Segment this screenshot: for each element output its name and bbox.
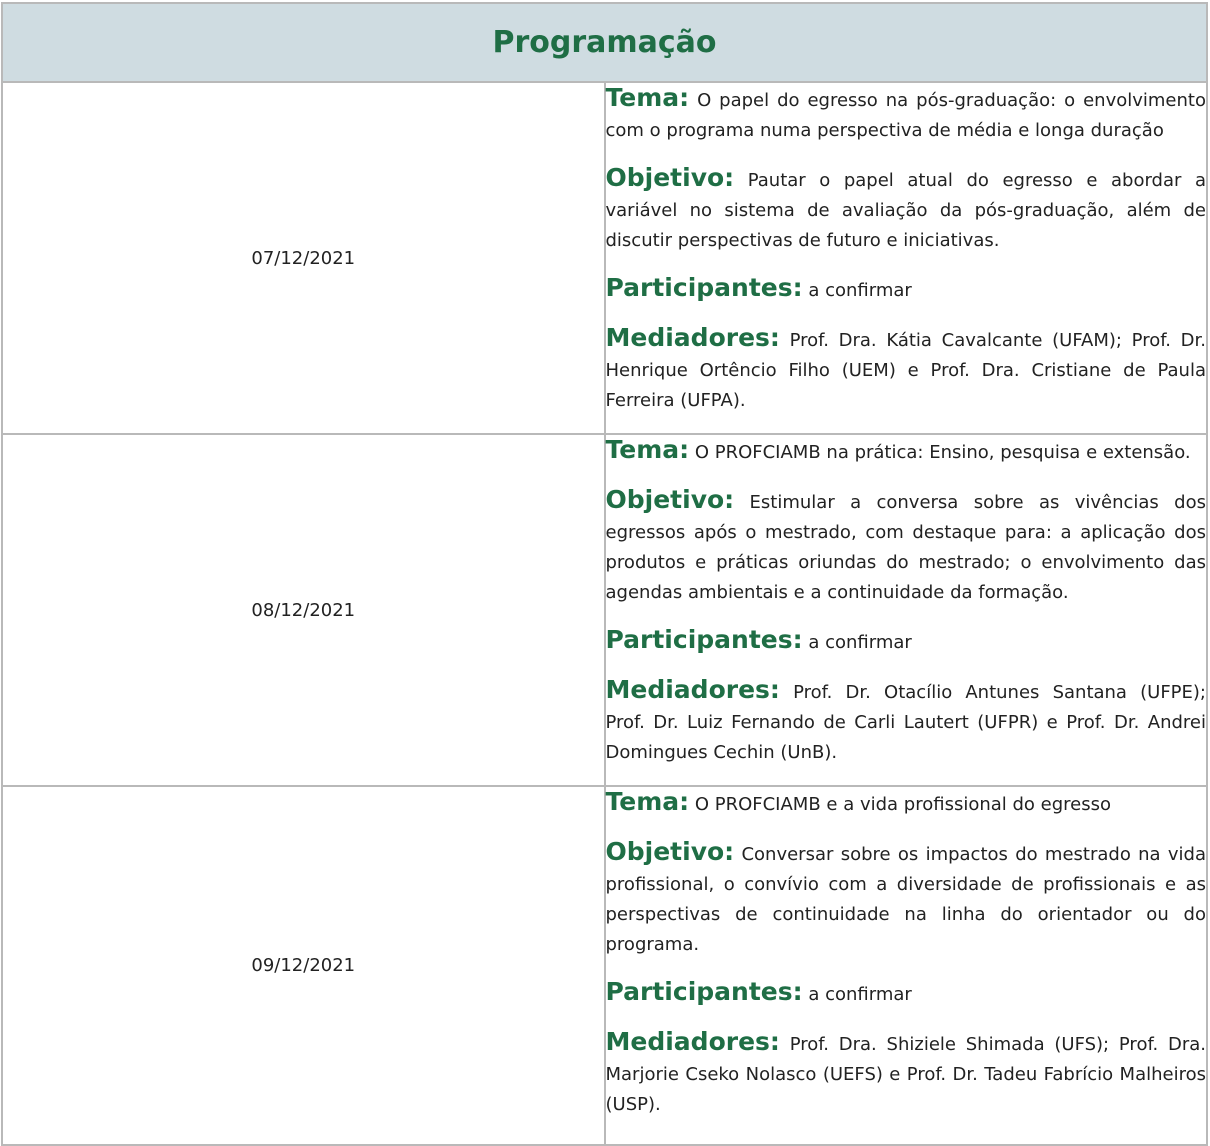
tema-label: Tema:	[605, 435, 690, 464]
table-row	[2, 434, 1207, 786]
tema-label: Tema:	[605, 83, 690, 112]
objetivo-entry	[606, 485, 1207, 608]
participantes-entry	[606, 977, 1207, 1010]
mediadores-label: Mediadores:	[605, 675, 780, 704]
info-cell	[605, 434, 1208, 786]
table-row	[2, 82, 1207, 434]
tema-text: O PROFCIAMB e a vida profissional do egresso	[694, 794, 1112, 815]
objetivo-text: Conversar sobre os impactos do mestrado na vida profissional, o convívio com a diversidade de profissionais e as perspectivas de continuidade na linha do orientador ou do programa.	[605, 844, 1206, 955]
info-cell	[605, 82, 1208, 434]
mediadores-label: Mediadores:	[605, 323, 780, 352]
mediadores-label: Mediadores:	[605, 1027, 780, 1056]
participantes-entry	[606, 625, 1207, 658]
tema-text: O PROFCIAMB na prática: Ensino, pesquisa e extensão.	[694, 442, 1191, 463]
objetivo-text: Estimular a conversa sobre as vivências dos egressos após o mestrado, com destaque para: a aplicação dos produtos e práticas oriundas do mestrado; o envolvimento das agendas ambientais e a continuidade da formação.	[605, 492, 1206, 603]
table-row	[2, 786, 1207, 1145]
mediadores-entry	[606, 323, 1207, 416]
objetivo-entry	[606, 163, 1207, 256]
mediadores-entry	[606, 1027, 1207, 1120]
tema-entry	[606, 83, 1207, 146]
participantes-label: Participantes:	[605, 625, 803, 654]
tema-entry	[606, 435, 1207, 468]
participantes-entry	[606, 273, 1207, 306]
objetivo-label: Objetivo:	[605, 163, 735, 192]
tema-text: O papel do egresso na pós-graduação: o envolvimento com o programa numa perspectiva de média e longa duração	[605, 90, 1206, 141]
tema-label: Tema:	[605, 787, 690, 816]
participantes-label: Participantes:	[605, 977, 803, 1006]
table-header-row	[2, 3, 1207, 82]
objetivo-label: Objetivo:	[605, 837, 735, 866]
mediadores-text: Prof. Dr. Otacílio Antunes Santana (UFPE); Prof. Dr. Luiz Fernando de Carli Lautert (UFPR) e Prof. Dr. Andrei Domingues Cechin (UnB).	[605, 682, 1206, 763]
objetivo-text: Pautar o papel atual do egresso e abordar a variável no sistema de avaliação da pós-graduação, além de discutir perspectivas de futuro e iniciativas.	[605, 170, 1206, 251]
mediadores-text: Prof. Dra. Shiziele Shimada (UFS); Prof. Dra. Marjorie Cseko Nolasco (UEFS) e Prof. Dr. Tadeu Fabrício Malheiros (USP).	[605, 1034, 1206, 1115]
objetivo-entry	[606, 837, 1207, 960]
participantes-text: a confirmar	[808, 984, 912, 1005]
objetivo-label: Objetivo:	[605, 485, 735, 514]
program-table	[1, 2, 1208, 1146]
table-title: Programação	[2, 3, 1207, 82]
date-cell: 09/12/2021	[2, 786, 605, 1145]
info-cell	[605, 786, 1208, 1145]
participantes-text: a confirmar	[808, 632, 912, 653]
participantes-label: Participantes:	[605, 273, 803, 302]
mediadores-text: Prof. Dra. Kátia Cavalcante (UFAM); Prof. Dr. Henrique Ortêncio Filho (UEM) e Prof. Dra. Cristiane de Paula Ferreira (UFPA).	[605, 330, 1206, 411]
participantes-text: a confirmar	[808, 280, 912, 301]
tema-entry	[606, 787, 1207, 820]
date-cell: 07/12/2021	[2, 82, 605, 434]
date-cell: 08/12/2021	[2, 434, 605, 786]
mediadores-entry	[606, 675, 1207, 768]
